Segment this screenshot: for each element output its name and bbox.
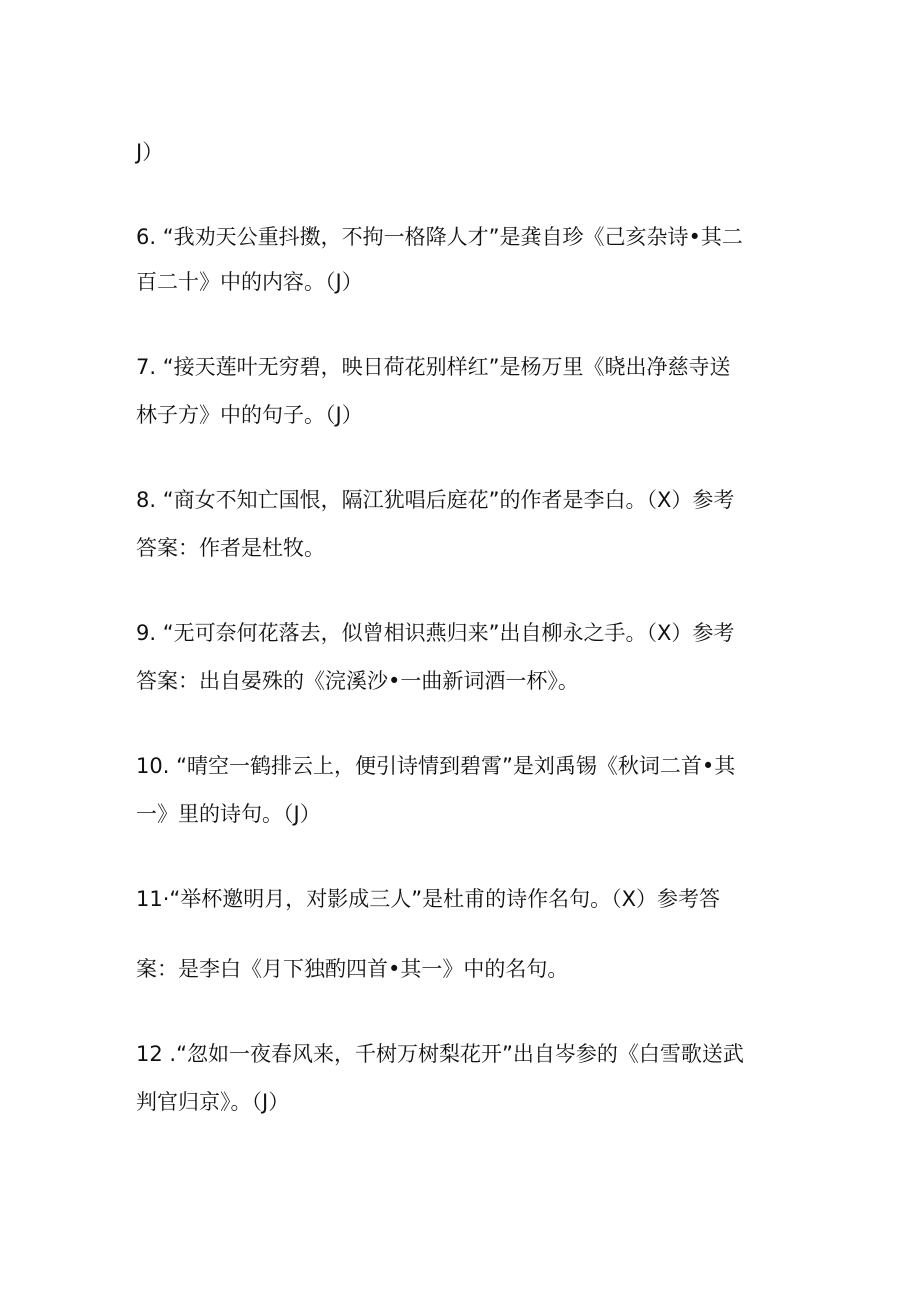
question-8-line-2: 答案：作者是杜牧。: [136, 536, 325, 560]
question-12-line-1: 12 .“忽如一夜春风来，千树万树梨花开”出自岑参的《白雪歌送武: [136, 1042, 744, 1066]
question-12-line-2: 判官归京》。（J）: [136, 1090, 290, 1114]
question-6-line-2: 百二十》中的内容。（J）: [136, 270, 363, 294]
question-7-line-1: 7. “接天莲叶无穷碧，映日荷花别样红”是杨万里《晓出净慈寺送: [136, 355, 731, 379]
question-8-line-1: 8. “商女不知亡国恨，隔江犹唱后庭花”的作者是李白。（X）参考: [136, 488, 735, 512]
question-6-line-1: 6. “我劝天公重抖擞，不拘一格降人才”是龚自珍《己亥杂诗•其二: [136, 225, 743, 249]
text-line-continuation: J）: [136, 140, 164, 164]
question-11-line-1: 11·“举杯邀明月，对影成三人”是杜甫的诗作名句。（X）参考答: [136, 887, 721, 911]
question-10-line-2: 一》里的诗句。（J）: [136, 802, 321, 826]
question-10-line-1: 10. “晴空一鹤排云上，便引诗情到碧霄”是刘禹锡《秋词二首•其: [136, 754, 736, 778]
question-9-line-2: 答案：出自晏殊的《浣溪沙•一曲新词酒一杯》。: [136, 669, 579, 693]
question-11-line-2: 案：是李白《月下独酌四首•其一》中的名句。: [136, 957, 569, 981]
question-9-line-1: 9. “无可奈何花落去，似曾相识燕归来”出自柳永之手。（X）参考: [136, 621, 735, 645]
question-7-line-2: 林子方》中的句子。（J）: [136, 403, 363, 427]
